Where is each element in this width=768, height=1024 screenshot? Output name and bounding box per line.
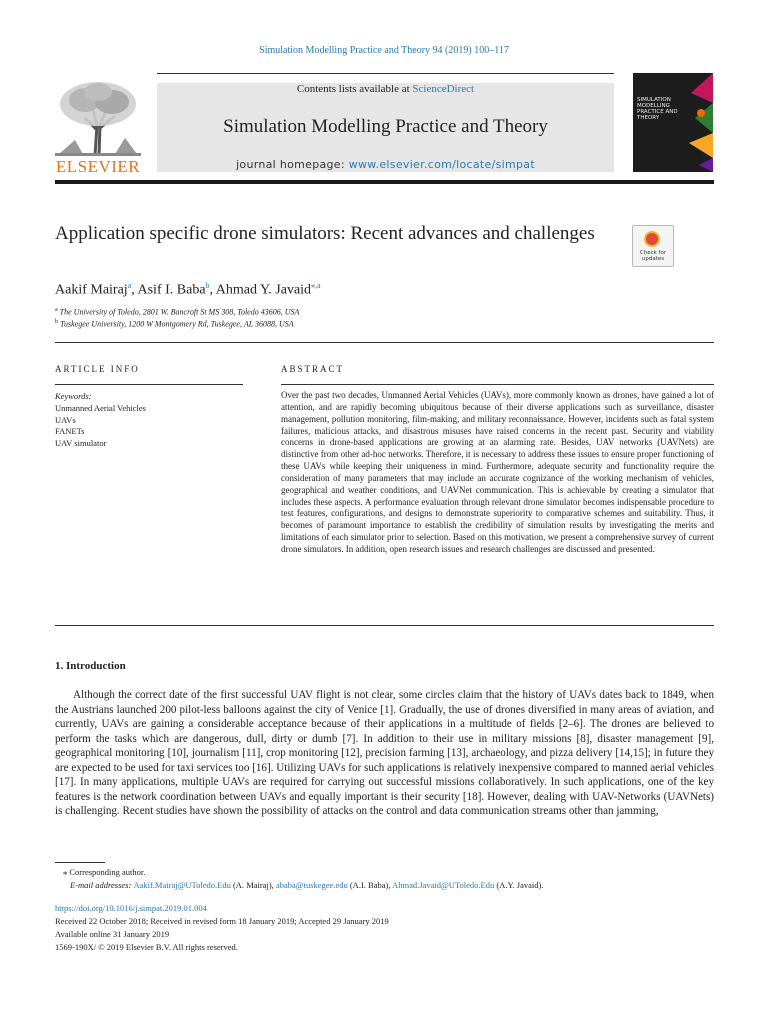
header-thick-rule <box>55 180 714 184</box>
check-updates-icon <box>644 231 660 247</box>
keyword-item: UAVs <box>55 414 76 425</box>
contents-prefix: Contents lists available at <box>296 83 413 95</box>
elsevier-tree-icon <box>55 80 141 156</box>
author-name[interactable]: Asif I. Baba <box>137 282 206 298</box>
keywords-block <box>55 391 146 450</box>
section-divider <box>55 342 714 343</box>
article-info-rule <box>55 384 243 385</box>
keyword-item: UAV simulator <box>55 438 107 449</box>
homepage-prefix: journal homepage: <box>236 158 349 171</box>
contents-line <box>157 83 614 95</box>
affiliation-text: The University of Toledo, 2801 W. Bancroft St MS 308, Toledo 43606, USA <box>59 307 300 317</box>
cover-title: SIMULATION MODELLING PRACTICE AND THEORY <box>637 97 678 121</box>
journal-homepage-link[interactable]: www.elsevier.com/locate/simpat <box>348 158 535 171</box>
journal-cover-image[interactable] <box>633 73 713 172</box>
keywords-label: Keywords: <box>55 391 92 401</box>
publisher-name: ELSEVIER <box>55 157 141 176</box>
corresponding-author-note: ⁎ Corresponding author. <box>63 867 146 877</box>
introduction-body <box>55 688 714 819</box>
affiliation-mark: b <box>55 319 58 325</box>
journal-reference-link[interactable]: Simulation Modelling Practice and Theory 94 (2019) 100–117 <box>259 45 509 56</box>
header-top-rule <box>157 73 614 74</box>
introduction-heading: 1. Introduction <box>55 660 126 672</box>
affiliation-mark: a <box>55 307 58 313</box>
abstract-heading: ABSTRACT <box>281 364 345 374</box>
check-updates-label: Check for updates <box>639 250 667 262</box>
affiliation-text: Tuskegee University, 1200 W Montgomery Rd, Tuskegee, AL 36088, USA <box>60 319 294 329</box>
email-label: E-mail addresses: <box>70 880 134 890</box>
author-list: Aakif Mairaj$^a$, Asif I. Baba$^b$, Ahmad Y. Javaid$^{⁎,a}$ <box>55 281 321 298</box>
sciencedirect-link[interactable]: ScienceDirect <box>412 83 475 95</box>
introduction-paragraph: Although the correct date of the first successful UAV flight is not clear, some circles claim that the history of UAVs dates back to 1849, when the Austrians launched 200 pilot-less balloons against the city of Venice [1]. Gradually, the use of drones diversified in many areas of aviation, and currently, UAVs are gaining a considerable acceptance because of their applications in a multitude of fields [2–6]. The drones are believed to perform the tasks which are dangerous, dull, dirty or dumb [7]. In addition to their use in military missions [8], disaster management [9], geographical monitoring [10], journalism [11], crop monitoring [12], precision farming [13], archaeology, and pizza delivery [14,15]; in future they are expected to be used for taxi services too [16]. Utilizing UAVs for such applications is relatively inexpensive compared to manned aerial vehicles [17]. In many applications, multiple UAVs are required for carrying out successful missions collaboratively. In such applications, one of the key features is the network coordination between UAVs and equally important is their security [18]. However, dealing with UAV-Networks (UAVNets) is challenging. Recent studies have shown the possibility of attacks on the control and data communication streams other than jamming, <box>55 689 714 817</box>
abstract-text: Over the past two decades, Unmanned Aerial Vehicles (UAVs), more commonly known as drones, have gained a lot of attention, and are rapidly becoming ubiquitous because of their diverse applications such as surveillance, disaster management, pollution monitoring, film-making, and military reconnaissance. However, incidents such as fatal system failures, malicious attacks, and disastrous misuses have raised concerns in the recent past. Security and viability concerns in drone-based applications are growing at an alarming rate. Besides, UAV networks (UAVNets) are distinctive from other ad-hoc networks. Therefore, it is necessary to address these issues to ensure proper functioning of these UAVs while keeping their uniqueness in mind. Furthermore, adequate security and functionality require the consideration of many parameters that may include an accurate cognizance of the working mechanism of vehicles, geographical and weather conditions, and UAVNet communication. This is achievable by creating a simulator that includes these aspects. A performance evaluation through relevant drone simulator becomes indispensable procedure to test features, configurations, and designs to demonstrate superiority to comparative schemes and suitability. Thus, it becomes of paramount importance to establish the credibility of simulation results by investigating the merits and limitations of each simulator prior to selection. Based on this motivation, we present a comprehensive survey of current drone simulators. In addition, open research issues and research challenges are discussed and presented. <box>281 390 714 554</box>
email-owner: (A.Y. Javaid). <box>494 880 544 890</box>
article-info-heading: ARTICLE INFO <box>55 364 140 374</box>
author-affil-mark[interactable]: a <box>127 281 132 290</box>
affiliation <box>55 319 294 329</box>
email-link[interactable]: ababa@tuskegee.edu <box>275 880 348 890</box>
email-link[interactable]: Ahmad.Javaid@UToledo.Edu <box>392 880 495 890</box>
received-dates: Received 22 October 2018; Received in revised form 18 January 2019; Accepted 29 January 2019 <box>55 916 389 926</box>
author-name[interactable]: Ahmad Y. Javaid <box>215 282 312 298</box>
email-addresses <box>70 880 543 890</box>
abstract-bottom-rule <box>55 625 714 626</box>
article-title: Application specific drone simulators: Recent advances and challenges <box>55 223 595 244</box>
author-affil-mark[interactable]: ⁎,a <box>311 281 321 290</box>
author-name[interactable]: Aakif Mairaj <box>55 282 128 298</box>
affiliation <box>55 307 299 317</box>
publisher-logo[interactable] <box>55 80 141 176</box>
email-owner: (A. Mairaj), <box>230 880 276 890</box>
author-affil-mark[interactable]: b <box>205 281 210 290</box>
copyright-line: 1569-190X/ © 2019 Elsevier B.V. All rights reserved. <box>55 942 238 952</box>
abstract-rule <box>281 384 714 385</box>
doi-link[interactable]: https://doi.org/10.1016/j.simpat.2019.01.004 <box>55 903 207 913</box>
available-online-date: Available online 31 January 2019 <box>55 929 170 939</box>
keyword-item: FANETs <box>55 426 85 437</box>
journal-header-box <box>157 83 614 172</box>
check-for-updates-button[interactable] <box>632 225 674 267</box>
homepage-line <box>157 158 614 171</box>
cover-art-icon <box>685 73 713 172</box>
footnote-rule <box>55 862 105 863</box>
email-link[interactable]: Aakif.Mairaj@UToledo.Edu <box>133 880 231 890</box>
keyword-item: Unmanned Aerial Vehicles <box>55 402 146 413</box>
journal-title: Simulation Modelling Practice and Theory <box>223 116 548 137</box>
email-owner: (A.I. Baba), <box>347 880 393 890</box>
